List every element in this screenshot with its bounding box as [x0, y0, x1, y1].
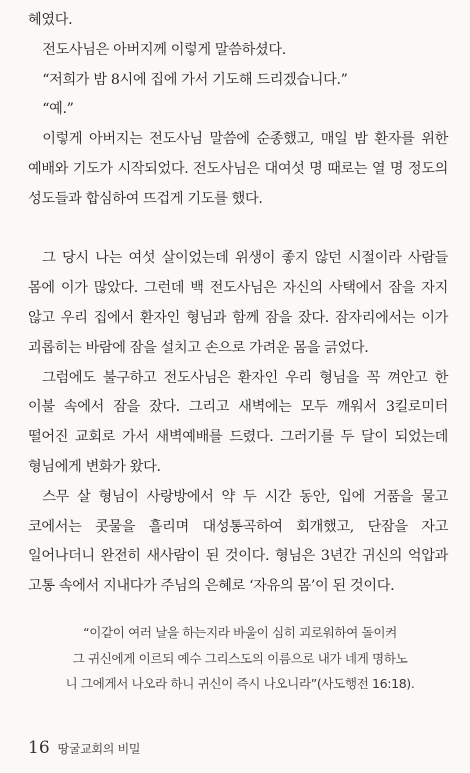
paragraph-continuation: 혜였다. — [28, 12, 73, 28]
paragraph: 그럼에도 불구하고 전도사님은 환자인 우리 형님을 꼭 껴안고 한 이불 속에서 잠을 잤다. 그리고 새벽에는 모두 깨워서 3킬로미터 떨어진 교회로 가서 새벽예배를 드렸다. 그러기를 두 달이 되었는데 형님에게 변화가 왔다. — [28, 369, 448, 475]
page-number: 16 — [28, 738, 50, 758]
dialogue-line: “저희가 밤 8시에 집에 가서 기도해 드리겠습니다.” — [42, 71, 348, 88]
paragraph: 그 당시 나는 여섯 살이었는데 위생이 좋지 않던 시절이라 사람들 몸에 이가 많았다. 그런데 백 전도사님은 자신의 사택에서 잠을 자지 않고 우리 집에서 환자인 형님과 함께 잠을 잤다. 잠자리에서는 이가 괴롭히는 바람에 잠을 설치고 손으로 가려운 몸을 긁었다. — [28, 250, 448, 356]
running-title: 땅굴교회의 비밀 — [57, 742, 141, 756]
quote-line: 니 그에게서 나오라 하니 귀신이 즉시 나오니라”(사도행전 16:18). — [65, 676, 415, 691]
dialogue-line: “예.” — [42, 101, 74, 118]
paragraph-narration: 전도사님은 아버지께 이렇게 말씀하셨다. — [42, 41, 286, 58]
body-text — [28, 6, 448, 602]
page-footer — [28, 738, 140, 758]
paragraph: 이렇게 아버지는 전도사님 말씀에 순종했고, 매일 밤 환자를 위한 예배와 기도가 시작되었다. 전도사님은 대여섯 명 때로는 열 명 정도의 성도들과 합심하여 뜨겁게 기도를 했다. — [28, 131, 448, 207]
scripture-quote — [40, 620, 440, 697]
quote-line: “이같이 여러 날을 하는지라 바울이 심히 괴로워하여 돌이켜 — [83, 625, 397, 640]
paragraph: 스무 살 형님이 사랑방에서 약 두 시간 동안, 입에 거품을 물고 코에서는 콧물을 흘리며 대성통곡하여 회개했고, 단잠을 자고 일어나더니 완전히 새사람이 된 것이다. 형님은 3년간 귀신의 억압과 고통 속에서 지내다가 주님의 은혜로 ‘자유의 몸’이 된 것이다. — [28, 488, 448, 595]
quote-line: 그 귀신에게 이르되 예수 그리스도의 이름으로 내가 네게 명하노 — [72, 650, 408, 666]
